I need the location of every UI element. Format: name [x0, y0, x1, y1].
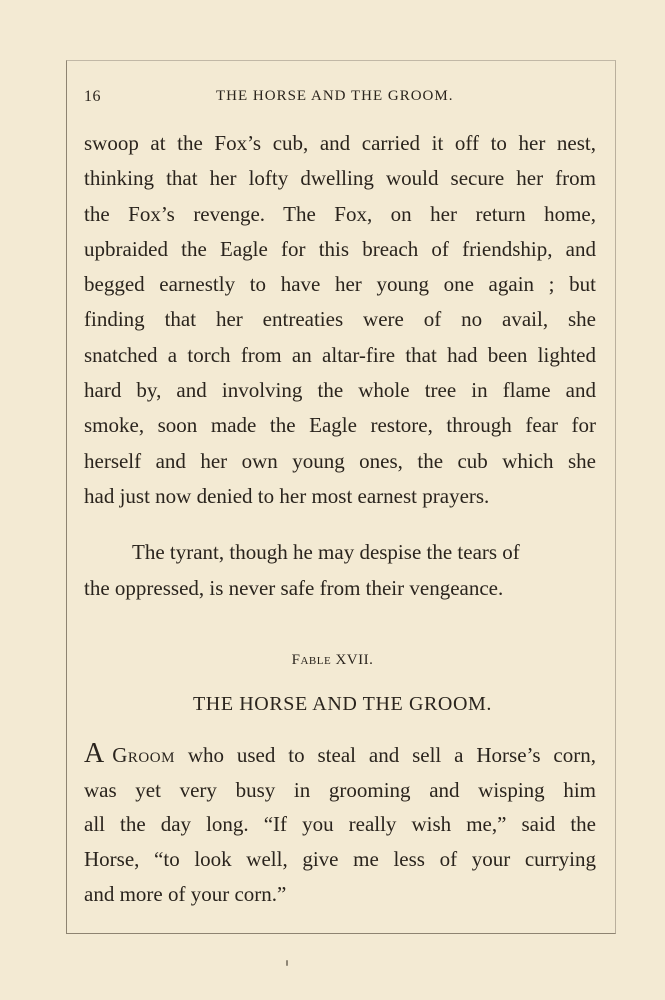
text-line: swoop at the Fox’s cub, and carried it off to her nest, — [84, 131, 596, 155]
dropcap: A — [84, 738, 105, 769]
fable-line: and more of your corn.” — [84, 881, 287, 906]
fable-line: Horse, “to look well, give me less of your currying — [84, 847, 596, 872]
text-line: herself and her own young ones, the cub which she — [84, 448, 596, 473]
text-line: hard by, and involving the whole tree in flame and — [84, 378, 596, 403]
fable-number — [0, 652, 665, 669]
text-line: the Fox’s revenge. The Fox, on her return home, — [84, 201, 596, 226]
previous-fable-text — [84, 126, 596, 514]
fable-line: was yet very busy in grooming and wisping him — [84, 777, 596, 802]
fable-title: THE HORSE AND THE GROOM. — [192, 693, 493, 715]
text-line: had just now denied to her most earnest prayers. — [84, 483, 490, 508]
running-title: THE HORSE AND THE GROOM. — [216, 88, 454, 104]
text-line: smoke, soon made the Eagle restore, through fear for — [84, 413, 596, 438]
running-header — [84, 88, 594, 110]
page-number: 16 — [84, 88, 101, 105]
fable-line: all the day long. “If you really wish me,” said the — [84, 812, 596, 837]
fable-first-line — [84, 738, 596, 773]
fable-body — [84, 738, 596, 912]
first-word: Groom — [112, 743, 175, 767]
moral-line: the oppressed, is never safe from their vengeance. — [84, 576, 504, 600]
moral-line: The tyrant, though he may despise the tears of — [132, 540, 520, 564]
text-line: begged earnestly to have her young one again ; but — [84, 272, 596, 297]
text-line: upbraided the Eagle for this breach of friendship, and — [84, 236, 596, 261]
text-line: snatched a torch from an altar-fire that had been lighted — [84, 342, 596, 367]
page-mark — [286, 960, 288, 966]
text-line: finding that her entreaties were of no avail, she — [84, 307, 596, 332]
fable-number-text: Fable XVII. — [291, 652, 374, 668]
text-line: thinking that her lofty dwelling would secure her from — [84, 166, 596, 191]
moral-paragraph — [84, 534, 596, 606]
first-line-rest: who used to steal and sell a Horse’s corn, — [187, 743, 596, 767]
